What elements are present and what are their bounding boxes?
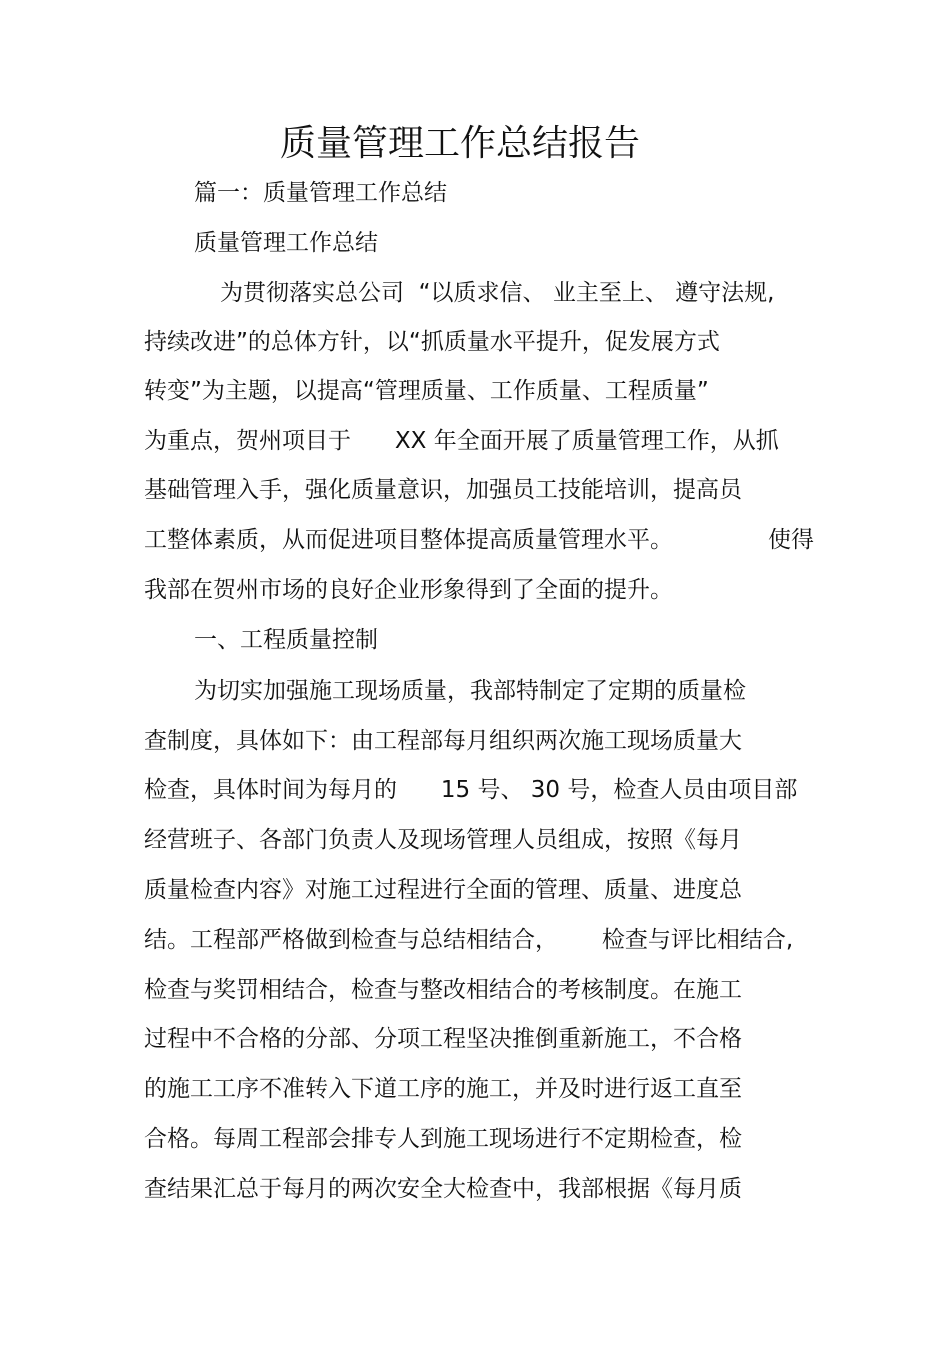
paragraph-line: 查制度，具体如下：由工程部每月组织两次施工现场质量大	[144, 728, 742, 754]
subheading: 质量管理工作总结	[194, 230, 378, 256]
paragraph-line: 质量检查内容》对施工过程进行全面的管理、质量、进度总	[144, 877, 742, 903]
paragraph-line: 持续改进”的总体方针，以“抓质量水平提升，促发展方式	[144, 329, 720, 355]
section-heading: 一、工程质量控制	[194, 627, 378, 653]
paragraph-line: 经营班子、各部门负责人及现场管理人员组成，按照《每月	[144, 827, 742, 853]
paragraph-line: 我部在贺州市场的良好企业形象得到了全面的提升。	[144, 577, 673, 603]
paragraph-line: 合格。每周工程部会排专人到施工现场进行不定期检查，检	[144, 1126, 742, 1152]
paragraph-line: 的施工工序不准转入下道工序的施工，并及时进行返工直至	[144, 1076, 742, 1102]
paragraph-line: 工整体素质，从而促进项目整体提高质量管理水平。 使得	[144, 527, 815, 553]
section-heading: 篇一：质量管理工作总结	[194, 180, 447, 206]
paragraph-line: 结。工程部严格做到检查与总结相结合， 检查与评比相结合,	[144, 927, 794, 953]
paragraph-line: 检查，具体时间为每月的 15 号、 30 号，检查人员由项目部	[144, 777, 798, 803]
paragraph-line: 基础管理入手，强化质量意识，加强员工技能培训，提高员	[144, 477, 742, 503]
paragraph-line: 过程中不合格的分部、分项工程坚决推倒重新施工，不合格	[144, 1026, 742, 1052]
paragraph-line: 为重点，贺州项目于 XX 年全面开展了质量管理工作，从抓	[144, 428, 779, 454]
document-title: 质量管理工作总结报告	[279, 123, 640, 164]
paragraph-line: 为切实加强施工现场质量，我部特制定了定期的质量检	[194, 678, 746, 704]
paragraph-line: 转变”为主题，以提高“管理质量、工作质量、工程质量”	[144, 378, 709, 404]
paragraph-line: 查结果汇总于每月的两次安全大检查中，我部根据《每月质	[144, 1176, 742, 1202]
paragraph-line: 为贯彻落实总公司 “以质求信、 业主至上、 遵守法规,	[220, 280, 775, 306]
paragraph-line: 检查与奖罚相结合，检查与整改相结合的考核制度。在施工	[144, 977, 742, 1003]
